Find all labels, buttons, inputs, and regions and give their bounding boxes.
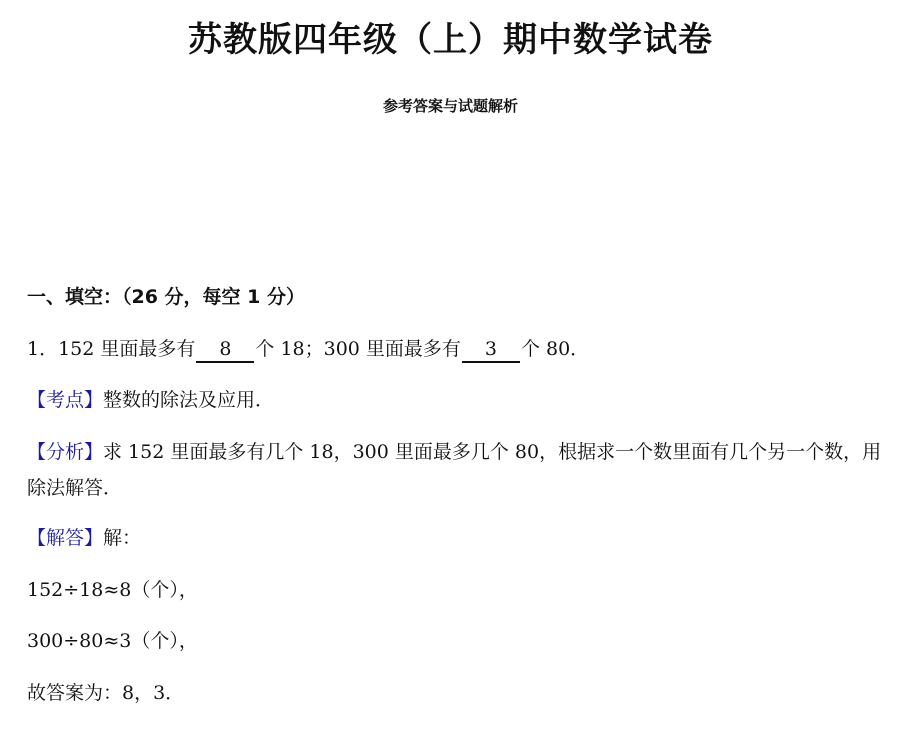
fenxi-tag: 【分析】 [27,441,104,463]
kaodian-line [27,383,887,417]
document-title: 苏教版四年级（上）期中数学试卷 [188,20,713,60]
kaodian-tag: 【考点】 [27,389,104,411]
question-1-blank-2: 3 [462,337,520,363]
section-heading: 一、填空：（26 分，每空 1 分） [27,286,306,308]
kaodian-text: 整数的除法及应用． [103,389,275,411]
question-1 [27,332,887,366]
fenxi-text: 求 152 里面最多有几个 18，300 里面最多几个 80，根据求一个数里面有几个另一个数，用除法解答． [27,441,882,499]
jieda-line [27,521,887,555]
jieda-text: 解： [103,527,142,549]
question-1-suffix: 个 80． [520,338,590,360]
calculation-2: 300÷80≈3（个）， [27,630,198,652]
jieda-tag: 【解答】 [27,527,104,549]
document-subtitle: 参考答案与试题解析 [382,97,518,115]
question-1-blank-1: 8 [196,337,254,363]
final-answer: 故答案为：8，3． [27,682,185,704]
calculation-1: 152÷18≈8（个）， [27,579,198,601]
question-1-prefix: 1．152 里面最多有 [27,338,196,360]
question-1-middle: 个 18；300 里面最多有 [255,338,461,360]
fenxi-paragraph [27,434,887,506]
